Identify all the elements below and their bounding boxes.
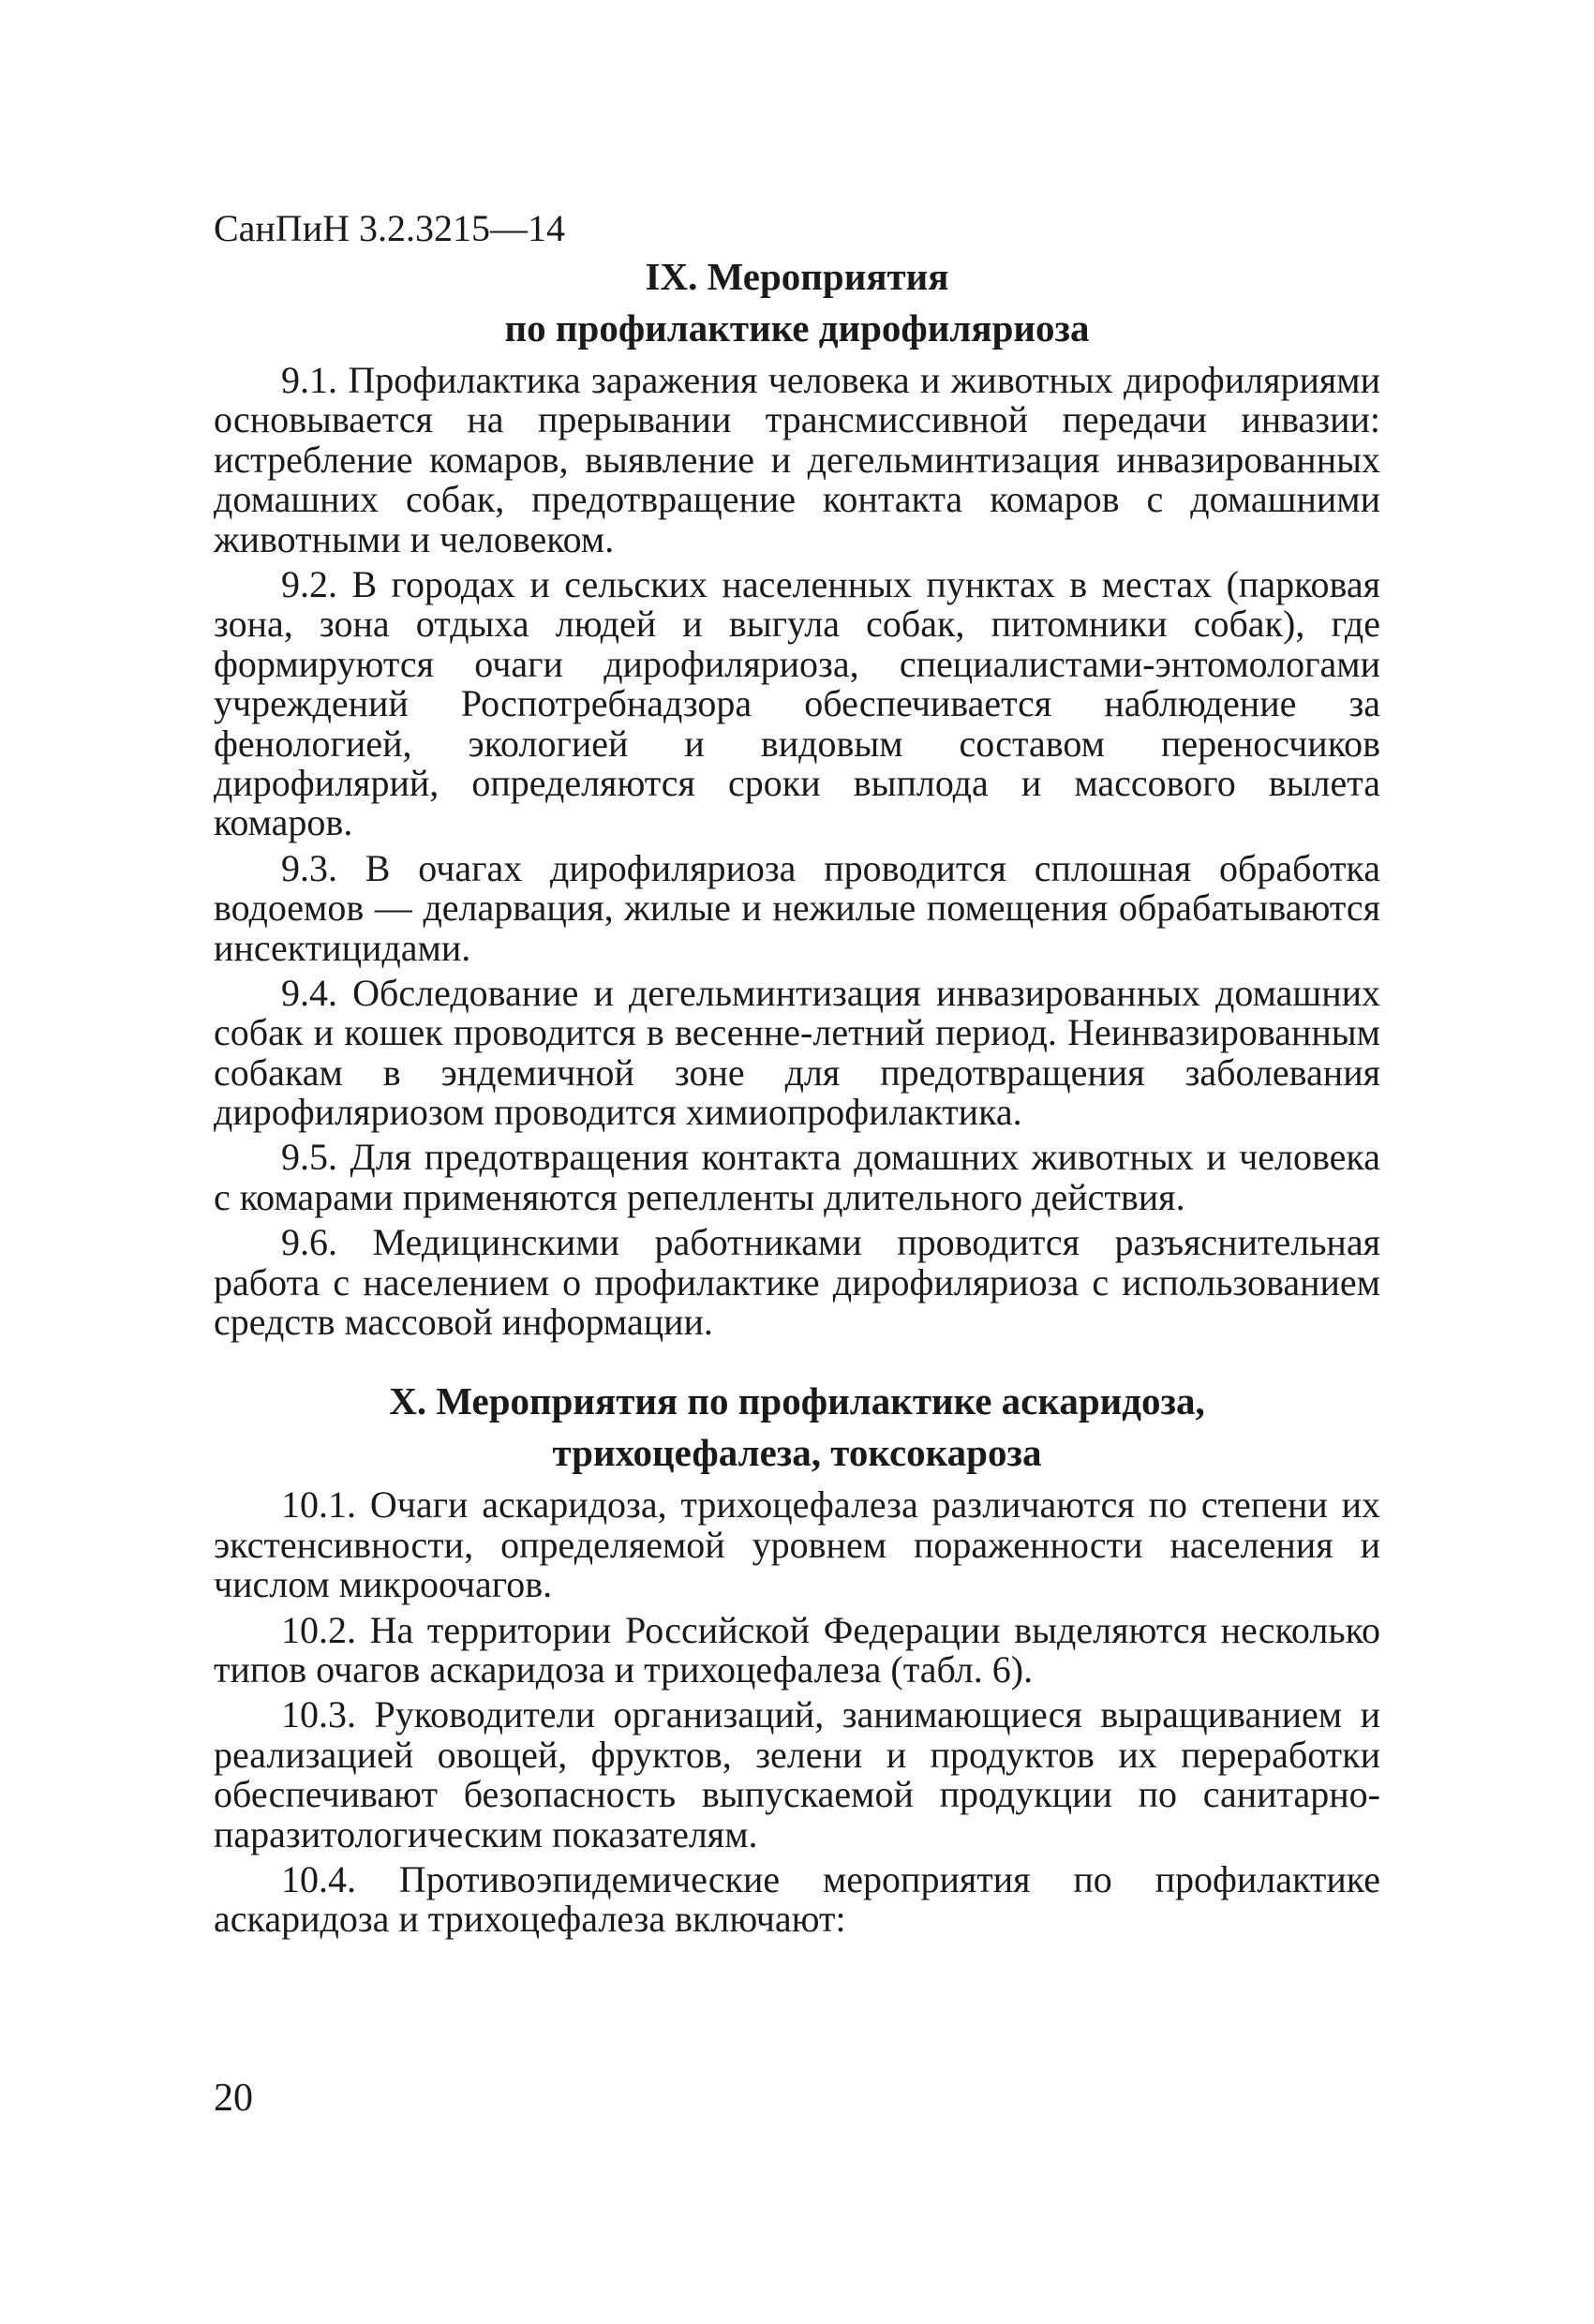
section-title-line: IX. Мероприятия [645,255,949,298]
paragraph-10-4: 10.4. Противоэпидемические мероприятия по профилактике аскаридоза и трихоцефалеза включают: [214,1857,1380,1941]
section-title-x [214,1376,1380,1478]
paragraph-9-4: 9.4. Обследование и дегельминтизация инвазированных домашних собак и кошек проводится в весенне-летний период. Неинвазированным собакам в эндемичной зоне для предотвращения заболевания дирофиляриозом проводится химиопрофилактика. [214,971,1380,1134]
paragraph-10-2: 10.2. На территории Российской Федерации выделяются несколько типов очагов аскаридоза и трихоцефалеза (табл. 6). [214,1608,1380,1691]
section-title-line: трихоцефалеза, токсокароза [552,1430,1042,1474]
paragraph-9-2: 9.2. В городах и сельских населенных пунктах в местах (парковая зона, зона отдыха людей и выгула собак, питомники собак), где формируются очаги дирофиляриоза, специалистами-энтомологами учреждений Роспотребнадзора обеспечивается наблюдение за фенологией, экологией и видовым составом переносчиков дирофилярий, определяются сроки выплода и массового вылета комаров. [214,562,1380,844]
paragraph-9-3: 9.3. В очагах дирофиляриоза проводится сплошная обработка водоемов — деларвация, жилые и нежилые помещения обрабатываются инсектицидами. [214,846,1380,969]
paragraph-10-3: 10.3. Руководители организаций, занимающиеся выращиванием и реализацией овощей, фруктов, зелени и продуктов их переработки обеспечивают безопасность выпускаемой продукции по санитарно-паразитологическим показателям. [214,1693,1380,1855]
paragraph-9-6: 9.6. Медицинскими работниками проводится разъяснительная работа с населением о профилактике дирофиляриоза с использованием средств массовой информации. [214,1221,1380,1344]
document-code: СанПиН 3.2.3215—14 [214,207,566,249]
page-number: 20 [214,2077,253,2120]
paragraph-9-1: 9.1. Профилактика заражения человека и животных дирофиляриями основывается на прерывании трансмиссивной передачи инвазии: истребление комаров, выявление и дегельминтизация инвазированных домашних собак, предотвращение контакта комаров с домашними животными и человеком. [214,359,1380,560]
section-title-ix [214,251,1380,353]
paragraph-10-1: 10.1. Очаги аскаридоза, трихоцефалеза различаются по степени их экстенсивности, определяемой уровнем пораженности населения и числом микроочагов. [214,1483,1380,1606]
paragraph-9-5: 9.5. Для предотвращения контакта домашних животных и человека с комарами применяются репелленты длительного действия. [214,1136,1380,1218]
section-title-line: X. Мероприятия по профилактике аскаридоза, [389,1379,1205,1423]
document-body [214,251,1380,1945]
section-title-line: по профилактике дирофиляриоза [504,305,1090,350]
